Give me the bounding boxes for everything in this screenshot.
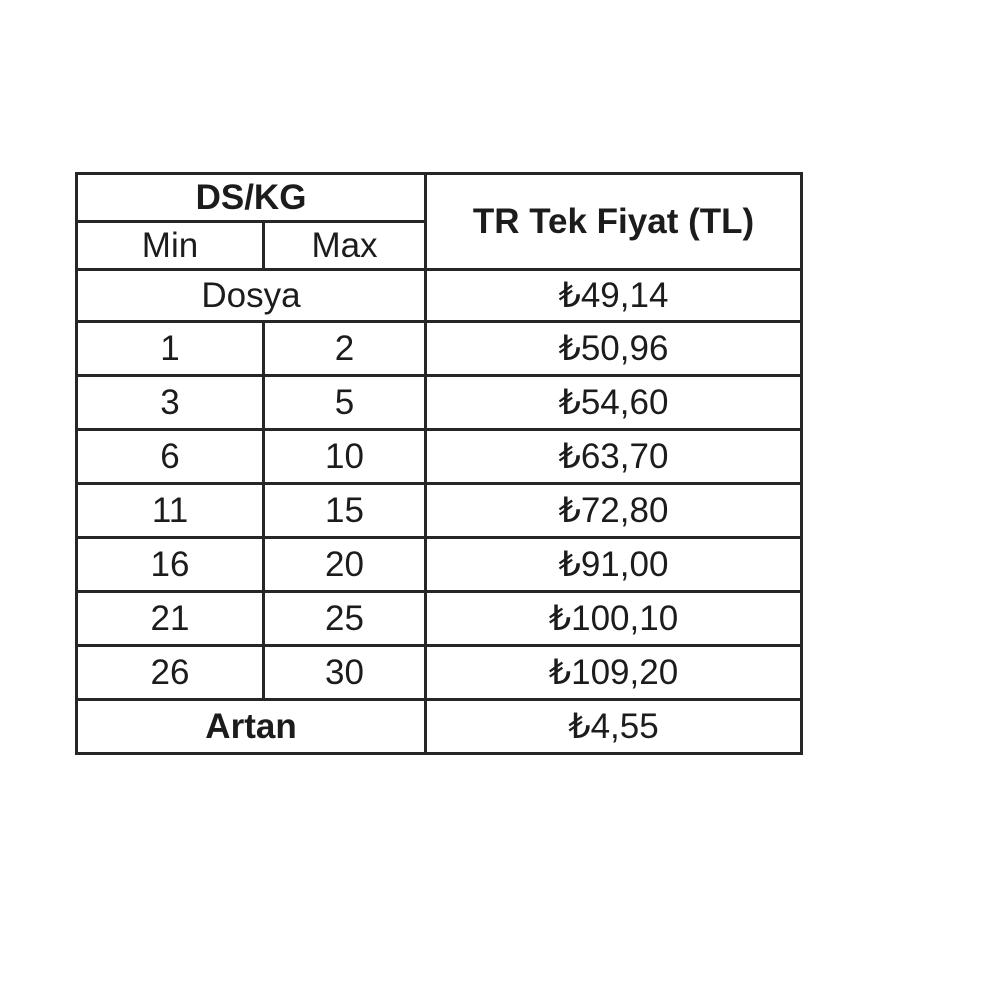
header-cell-price: TR Tek Fiyat (TL) bbox=[426, 174, 802, 270]
price-cell: ₺100,10 bbox=[426, 592, 802, 646]
table-row-artan bbox=[77, 700, 802, 754]
table-row bbox=[77, 484, 802, 538]
table-row bbox=[77, 430, 802, 484]
max-cell: 15 bbox=[264, 484, 426, 538]
table-row bbox=[77, 538, 802, 592]
table-row-header-group bbox=[77, 174, 802, 222]
min-cell: 26 bbox=[77, 646, 264, 700]
min-cell: 21 bbox=[77, 592, 264, 646]
artan-price-cell: ₺4,55 bbox=[426, 700, 802, 754]
header-cell-min: Min bbox=[77, 222, 264, 270]
price-cell: ₺54,60 bbox=[426, 376, 802, 430]
dosya-price-cell: ₺49,14 bbox=[426, 270, 802, 322]
dosya-label-cell: Dosya bbox=[77, 270, 426, 322]
table-row bbox=[77, 592, 802, 646]
min-cell: 3 bbox=[77, 376, 264, 430]
price-cell: ₺109,20 bbox=[426, 646, 802, 700]
max-cell: 2 bbox=[264, 322, 426, 376]
artan-label-cell: Artan bbox=[77, 700, 426, 754]
header-cell-ds-kg: DS/KG bbox=[77, 174, 426, 222]
header-cell-max: Max bbox=[264, 222, 426, 270]
min-cell: 6 bbox=[77, 430, 264, 484]
table-row bbox=[77, 376, 802, 430]
price-cell: ₺72,80 bbox=[426, 484, 802, 538]
price-cell: ₺63,70 bbox=[426, 430, 802, 484]
price-cell: ₺50,96 bbox=[426, 322, 802, 376]
min-cell: 11 bbox=[77, 484, 264, 538]
max-cell: 25 bbox=[264, 592, 426, 646]
table-row bbox=[77, 646, 802, 700]
table-row-dosya bbox=[77, 270, 802, 322]
price-cell: ₺91,00 bbox=[426, 538, 802, 592]
min-cell: 16 bbox=[77, 538, 264, 592]
price-table bbox=[75, 172, 803, 755]
min-cell: 1 bbox=[77, 322, 264, 376]
max-cell: 10 bbox=[264, 430, 426, 484]
max-cell: 30 bbox=[264, 646, 426, 700]
max-cell: 5 bbox=[264, 376, 426, 430]
table-row bbox=[77, 322, 802, 376]
max-cell: 20 bbox=[264, 538, 426, 592]
